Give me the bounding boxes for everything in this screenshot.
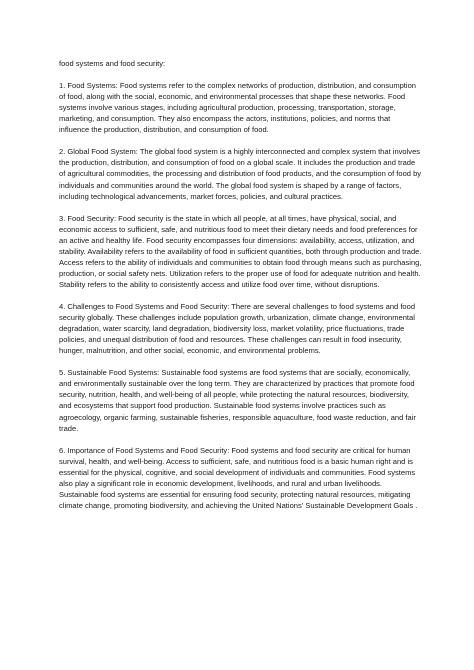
section-food-systems: 1. Food Systems: Food systems refer to the complex networks of production, distribution, and consumption of food, along with the social, economic, and environmental processes that shape these networks. Food systems involve various stages, including agricultural production, processing, transportation, storage, marketing, and consumption. They also encompass the actors, institutions, policies, and norms that influence the production, distribution, and consumption of food. <box>59 81 416 135</box>
section-challenges: 4. Challenges to Food Systems and Food Security: There are several challenges to food systems and food security globally. These challenges include population growth, urbanization, climate change, environmental degradation, water scarcity, land degradation, biodiversity loss, market volatility, price fluctuations, trade policies, and unequal distribution of food and resources. These challenges can result in food insecurity, hunger, malnutrition, and other social, economic, and environmental problems. <box>59 302 416 356</box>
section-food-security: 3. Food Security: Food security is the state in which all people, at all times, have physical, social, and economic access to sufficient, safe, and nutritious food to meet their dietary needs and food preferences for an active and healthy life. Food security encompasses four dimensions: availability, access, utilization, and stability. Availability refers to the availability of food in sufficient quantities, both through production and trade. Access refers to the ability of individuals and communities to obtain food through means such as purchasing, production, or social safety nets. Utilization refers to the proper use of food for adequate nutrition and health. Stability refers to the ability to consistently access and utilize food over time, without disruptions. <box>59 213 422 289</box>
document-intro: food systems and food security: <box>59 59 166 68</box>
section-global-food-system: 2. Global Food System: The global food system is a highly interconnected and complex system that involves the production, distribution, and consumption of food on a global scale. It includes the production and trade of agricultural commodities, the processing and distribution of food products, and the consumption of food by individuals and communities around the world. The global food system is shaped by a range of factors, including technological advancements, market forces, policies, and cultural practices. <box>59 147 422 201</box>
section-sustainable-food-systems: 5. Sustainable Food Systems: Sustainable food systems are food systems that are socially, economically, and environmentally sustainable over the long term. They are characterized by practices that promote food security, nutrition, health, and well-being of all people, while protecting the natural resources, biodiversity, and ecosystems that support food production. Sustainable food systems involve practices such as agroecology, organic farming, sustainable fisheries, responsible aquaculture, food waste reduction, and fair trade. <box>59 368 416 433</box>
document-body <box>59 58 422 522</box>
section-importance: 6. Importance of Food Systems and Food Security: Food systems and food security are critical for human survival, health, and well-being. Access to sufficient, safe, and nutritious food is a basic human right and is essential for the physical, cognitive, and social development of individuals and communities. Food systems also play a significant role in economic development, livelihoods, and rural and urban livelihoods. Sustainable food systems are essential for ensuring food security, protecting natural resources, mitigating climate change, promoting biodiversity, and achieving the United Nations' Sustainable Development Goals . <box>59 445 418 510</box>
